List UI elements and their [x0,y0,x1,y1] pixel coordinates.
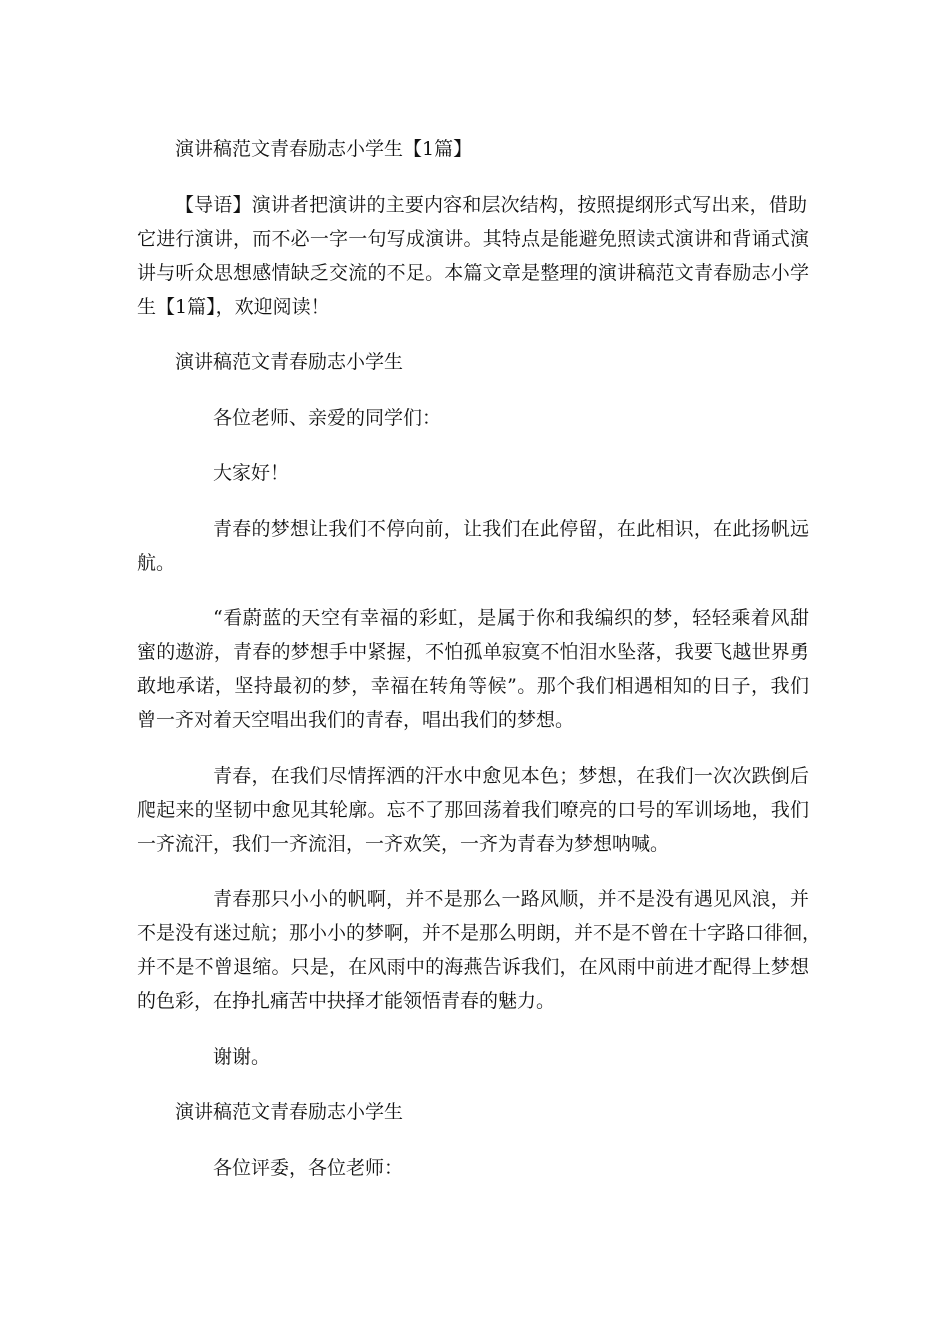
salutation: 各位老师、亲爱的同学们： [213,407,442,429]
paragraph-line: 青春那只小小的帆啊，并不是那么一路风顺，并不是没有遇见风浪，并 [213,888,809,910]
salutation: 各位评委，各位老师： [213,1157,404,1179]
paragraph-line: 青春的梦想让我们不停向前，让我们在此停留，在此相识，在此扬帆远 [213,518,809,540]
intro-line: 生【1篇】，欢迎阅读！ [137,296,330,318]
closing: 谢谢。 [213,1046,271,1068]
intro-line: 它进行演讲，而不必一字一句写成演讲。其特点是能避免照读式演讲和背诵式演 [137,228,809,250]
paragraph-line: 航。 [137,552,176,574]
paragraph-line: 曾一齐对着天空唱出我们的青春，唱出我们的梦想。 [137,709,575,731]
document-title: 演讲稿范文青春励志小学生【1篇】 [175,138,473,160]
intro-line: 讲与听众思想感情缺乏交流的不足。本篇文章是整理的演讲稿范文青春励志小学 [137,262,809,284]
paragraph-line: 敢地承诺，坚持最初的梦，幸福在转角等候”。那个我们相遇相知的日子，我们 [137,675,809,697]
paragraph-line: “看蔚蓝的天空有幸福的彩虹，是属于你和我编织的梦，轻轻乘着风甜 [213,607,809,629]
paragraph-line: 不是没有迷过航；那小小的梦啊，并不是那么明朗，并不是不曾在十字路口徘徊， [137,922,822,944]
paragraph-line: 爬起来的坚韧中愈见其轮廓。忘不了那回荡着我们嘹亮的口号的军训场地，我们 [137,799,809,821]
greeting: 大家好！ [213,462,290,484]
section-heading: 演讲稿范文青春励志小学生 [175,351,404,373]
paragraph-line: 并不是不曾退缩。只是，在风雨中的海燕告诉我们，在风雨中前进才配得上梦想 [137,956,809,978]
section-heading: 演讲稿范文青春励志小学生 [175,1101,404,1123]
paragraph-line: 一齐流汗，我们一齐流泪，一齐欢笑，一齐为青春为梦想呐喊。 [137,833,670,855]
paragraph-line: 蜜的遨游，青春的梦想手中紧握，不怕孤单寂寞不怕泪水坠落，我要飞越世界勇 [137,641,809,663]
paragraph-line: 的色彩，在挣扎痛苦中抉择才能领悟青春的魅力。 [137,990,556,1012]
intro-line: 【导语】演讲者把演讲的主要内容和层次结构，按照提纲形式写出来，借助 [175,194,807,216]
paragraph-line: 青春，在我们尽情挥洒的汗水中愈见本色；梦想，在我们一次次跌倒后 [213,765,809,787]
